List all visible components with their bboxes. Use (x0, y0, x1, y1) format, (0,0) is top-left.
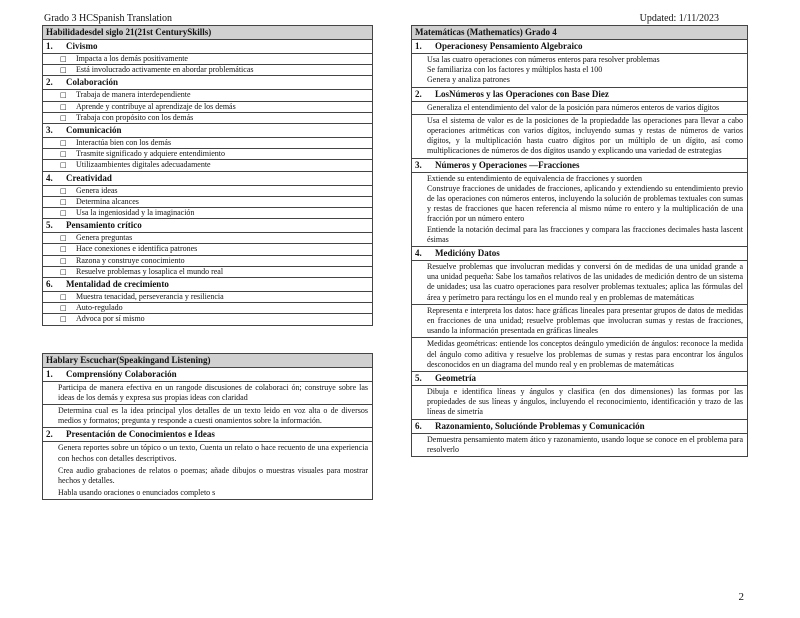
section-title-text: LosNúmeros y las Operaciones con Base Diez (435, 88, 609, 99)
section-number: 2. (415, 88, 422, 99)
checkbox-bullet-icon: □ (60, 102, 67, 111)
listening-section-title (43, 428, 372, 442)
section-number: 6. (415, 420, 422, 431)
skill-item-text: Trabaja de manera interdependiente (76, 90, 191, 100)
section-number: 5. (46, 220, 53, 231)
checkbox-bullet-icon: □ (60, 315, 67, 324)
section-number: 2. (46, 429, 53, 440)
document-header-updated: Updated: 1/11/2023 (639, 13, 719, 24)
checkbox-bullet-icon: □ (60, 55, 67, 63)
section-number: 1. (46, 41, 53, 51)
math-standard-text: Resuelve problemas que involucran medidas y conversi ón de medidas de una unidad grande a una unidad pequeña: Sabe los tamaños relativos de las unidades de medición dentro de un sistema de unidades; usa las cuatro operaciones para resolver problemas textuales; aplica las fórmulas del área y perímetro para rectángu los en el mundo real y en problemas de matemáticas (412, 261, 747, 305)
skill-item-text: Resuelve problemas y losaplica el mundo real (76, 266, 224, 276)
math-standard-text: Generaliza el entendimiento del valor de la posición para números enteros de varios dígitos (412, 102, 747, 115)
skill-item-text: Hace conexiones e identifica patrones (76, 244, 198, 254)
section-number: 6. (46, 279, 53, 290)
skill-item (43, 267, 372, 278)
checkbox-bullet-icon: □ (60, 66, 67, 75)
listening-standard-text: Participa de manera efectiva en un rangode discusiones de colaboraci ón; construye sobre las ideas de los demás y expresa sus propias ideas con claridad (43, 382, 372, 405)
section-title-text: Colaboración (66, 77, 119, 88)
math-section-title (412, 372, 747, 386)
section-number: 4. (46, 172, 53, 183)
skill-item-text: Genera ideas (76, 185, 118, 195)
skill-item (43, 208, 372, 219)
checkbox-bullet-icon: □ (60, 139, 67, 148)
skills-table (42, 25, 373, 326)
section-title-text: Números y Operaciones —Fracciones (435, 159, 580, 170)
skill-item (43, 256, 372, 267)
checkbox-bullet-icon: □ (60, 245, 67, 254)
skill-item (43, 233, 372, 244)
skill-item-text: Interactúa bien con los demás (76, 138, 172, 148)
section-title-text: Pensamiento crítico (66, 220, 142, 231)
skill-item (43, 65, 372, 76)
math-table-body (412, 40, 747, 457)
math-section-title (412, 420, 747, 434)
section-title-text: Mentalidad de crecimiento (66, 279, 169, 290)
section-number: 3. (415, 159, 422, 170)
checkbox-bullet-icon: □ (60, 209, 67, 218)
skill-section-title (43, 172, 372, 186)
checkbox-bullet-icon: □ (60, 304, 67, 313)
skill-item-text: Usa la ingeniosidad y la imaginación (76, 208, 195, 218)
section-number: 4. (415, 248, 422, 259)
skill-section-title (43, 219, 372, 233)
listening-standard-text: Habla usando oraciones o enunciados completo s (43, 487, 372, 500)
math-standard-text: Extiende su entendimiento de equivalencia de fracciones y suorden Construye fracciones de unidades de fracciones, aplicando y extendiendo su entendimiento previo de las operaciones con números enteros, incluyendo la solución de problemas textuales con sumas y restas de fracciones que hacen referencia al mismo núme ro entero y la multiplicación de una fracción por un número entero Entiende la notación decimal para las fracciones y compara las fracciones decimales hasta lascent ésimas (412, 173, 747, 247)
skills-table-body (43, 40, 372, 326)
section-number: 1. (46, 368, 53, 379)
math-standard-text: Usa el sistema de valor es de la posiciones de la propiedadde las operaciones para llevar a cabo operaciones aritméticas con varios dígitos, incluyendo sumas y restas de números de varios dígitos, y la multiplicación hasta cuatro dígitos por un múltiplo de un dígito, así como multiplicaciones de números de dos dígitos usando y explicando una variedad de estrategias (412, 115, 747, 159)
math-section-title (412, 40, 747, 54)
skill-item-text: Aprende y contribuye al aprendizaje de los demás (76, 101, 236, 111)
section-number: 3. (46, 125, 53, 136)
skill-item-text: Advoca por sí mismo (76, 314, 145, 324)
checkbox-bullet-icon: □ (60, 150, 67, 159)
skill-item (43, 138, 372, 149)
left-column (42, 25, 373, 500)
math-standard-text: Demuestra pensamiento matem ático y razonamiento, usando loque se conoce en el problema para resolverlo (412, 434, 747, 457)
skill-item (43, 160, 372, 171)
listening-table-title: Hablary Escuchar(Speakingand Listening) (43, 354, 372, 368)
skill-item (43, 113, 372, 124)
section-title-text: Presentación de Conocimientos e Ideas (66, 429, 215, 440)
math-table (411, 25, 748, 457)
math-section-title (412, 88, 747, 102)
skill-item-text: Auto-regulado (76, 303, 123, 313)
math-table-title: Matemáticas (Mathematics) Grado 4 (412, 26, 747, 40)
section-title-text: Creatividad (66, 172, 112, 183)
math-section-title (412, 247, 747, 261)
section-number: 2. (46, 77, 53, 88)
section-title-text: Civismo (66, 41, 98, 51)
math-standard-text: Dibuja e identifica líneas y ángulos y clasifica (en dos dimensiones) las formas por las propiedades de sus líneas y ángulos, incluyendo el reconocimiento, identificación y trazo de las líneas de simetría (412, 386, 747, 420)
skill-item (43, 244, 372, 255)
checkbox-bullet-icon: □ (60, 161, 67, 170)
checkbox-bullet-icon: □ (60, 267, 67, 276)
skill-section-title (43, 278, 372, 292)
checkbox-bullet-icon: □ (60, 91, 67, 100)
skill-item-text: Trabaja con propósito con los demás (76, 112, 194, 122)
skill-item (43, 90, 372, 101)
checkbox-bullet-icon: □ (60, 234, 67, 243)
page-number: 2 (738, 591, 744, 603)
skill-item (43, 292, 372, 303)
skills-table-title: Habilidadesdel siglo 21(21st CenturySkills) (43, 26, 372, 40)
skill-item-text: Razona y construye conocimiento (76, 255, 185, 265)
section-number: 1. (415, 41, 422, 51)
right-column (411, 25, 748, 457)
skill-item-text: Trasmite significado y adquiere entendimiento (76, 149, 226, 159)
skill-item (43, 149, 372, 160)
skill-item (43, 303, 372, 314)
listening-table (42, 353, 373, 501)
math-standard-text: Usa las cuatro operaciones con números enteros para resolver problemas Se familiariza con los factores y múltiplos hasta el 100 Genera y analiza patrones (412, 54, 747, 88)
section-title-text: Comunicación (66, 125, 122, 136)
skill-item (43, 102, 372, 113)
listening-section-title (43, 368, 372, 382)
skill-item-text: Impacta a los demás positivamente (76, 54, 188, 63)
listening-standard-text: Genera reportes sobre un tópico o un texto, Cuenta un relato o hace recuento de una experiencia con hechos con detalles descriptivos. (58, 443, 368, 463)
section-title-text: Medicióny Datos (435, 248, 500, 259)
skill-item (43, 314, 372, 325)
listening-standard-text: Crea audio grabaciones de relatos o poemas; añade dibujos o muestras visuales para mostrar hechos y detalles. (58, 465, 368, 486)
skill-item-text: Genera preguntas (76, 233, 133, 243)
skill-item-text: Está involucrado activamente en abordar problemáticas (76, 65, 254, 75)
listening-standard-text: Determina cual es la idea principal ylos detalles de un texto leido en voz alta o de diversos medios y formatos; pregunta y responde a cuesti onamientos sobre la información. (43, 405, 372, 428)
skill-section-title (43, 124, 372, 138)
column-spacer (42, 326, 373, 353)
math-standard-text: Representa e interpreta los datos: hace gráficas lineales para presentar grupos de datos de medidas en fracciones de una unidad; resuelve problemas que involucran sumas y restas de fracciones, usando la información presentada en gráficas lineales (412, 305, 747, 339)
section-title-text: Operacionesy Pensamiento Algebraico (435, 41, 583, 51)
skill-item (43, 197, 372, 208)
document-header-left: Grado 3 HCSpanish Translation (44, 13, 173, 24)
skill-item-text: Utilizaambientes digitales adecuadamente (76, 160, 211, 170)
skill-section-title (43, 40, 372, 54)
skill-item-text: Muestra tenacidad, perseverancia y resiliencia (76, 292, 224, 302)
checkbox-bullet-icon: □ (60, 113, 67, 122)
checkbox-bullet-icon: □ (60, 293, 67, 302)
section-title-text: Comprensióny Colaboración (66, 368, 177, 379)
skill-item (43, 186, 372, 197)
checkbox-bullet-icon: □ (60, 186, 67, 195)
skill-item (43, 54, 372, 65)
skill-section-title (43, 76, 372, 90)
section-title-text: Geometría (435, 373, 476, 384)
skill-item-text: Determina alcances (76, 196, 139, 206)
math-standard-text: Medidas geométricas: entiende los conceptos deángulo ymedición de ángulos: reconoce la medida del ángulo como aditiva y resuelve los problemas de sumas y restas para encontrar los ángulos desconocidos en un diagrama del mundo real y en problemas de matemáticas (412, 338, 747, 372)
section-number: 5. (415, 373, 422, 384)
checkbox-bullet-icon: □ (60, 256, 67, 265)
section-title-text: Razonamiento, Solucióndе Problemas y Comunicación (435, 420, 645, 431)
listening-table-body (43, 368, 372, 501)
math-section-title (412, 159, 747, 173)
checkbox-bullet-icon: □ (60, 197, 67, 206)
